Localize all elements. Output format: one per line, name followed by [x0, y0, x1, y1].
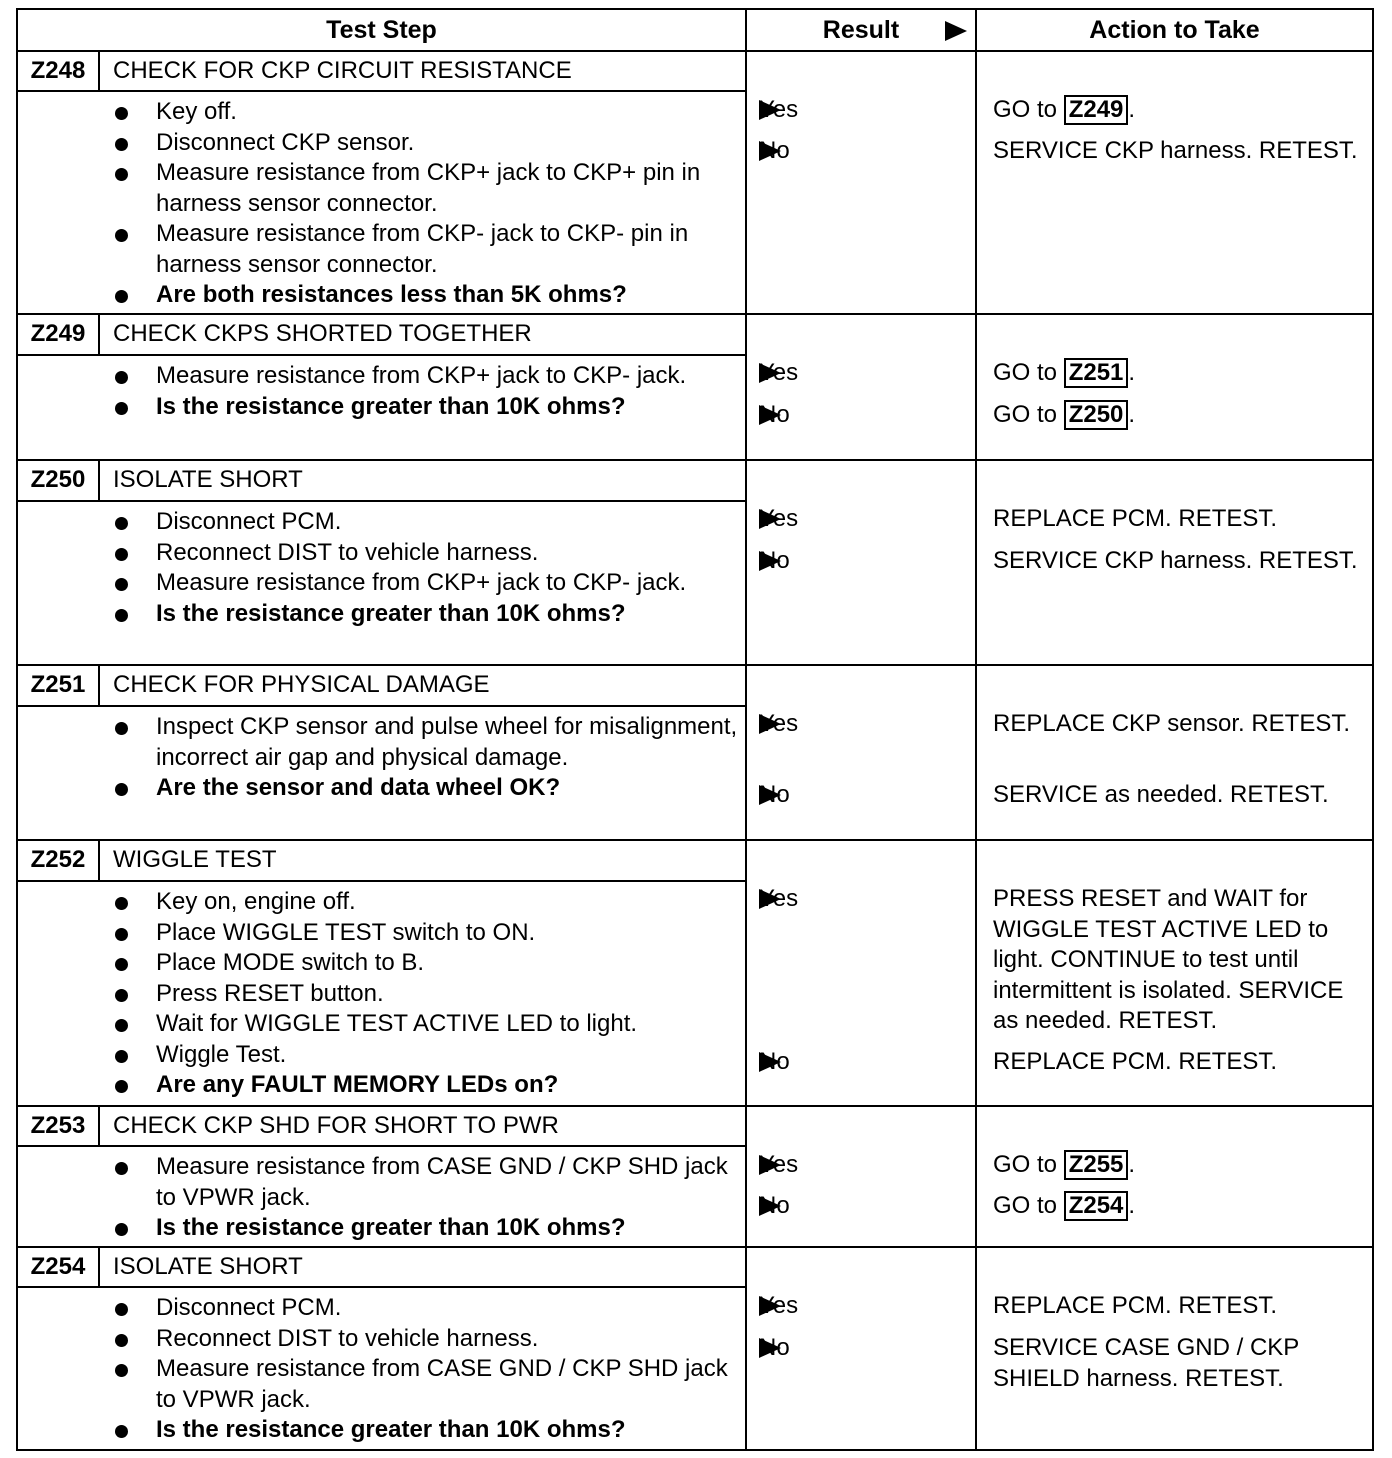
result-no: [747, 780, 975, 810]
result-cell: [747, 841, 977, 1105]
bullet-item: [108, 507, 745, 538]
bullet-text: Disconnect PCM.: [156, 508, 342, 535]
action-cell: [977, 666, 1372, 839]
action-yes: [993, 504, 1366, 535]
bullet-text: Measure resistance from CKP+ jack to CKP- jack.: [156, 362, 687, 389]
question-text: Is the resistance greater than 10K ohms?: [156, 1416, 626, 1443]
bullet-item: [108, 361, 745, 392]
step-id: Z254: [18, 1248, 100, 1286]
steps-container: [16, 50, 1374, 1451]
bullet-list: [108, 361, 745, 422]
action-no-text: GO to: [993, 401, 1058, 428]
result-cell: [747, 1248, 977, 1449]
question-text: Is the resistance greater than 10K ohms?: [156, 599, 626, 627]
bullet-icon: [115, 290, 128, 303]
bullet-icon: [115, 897, 128, 910]
action-no-text: GO to: [993, 1192, 1058, 1219]
step-reference-link[interactable]: Z255: [1064, 1150, 1129, 1180]
bullet-icon: [115, 1334, 128, 1347]
action-yes: [993, 709, 1366, 740]
step-heading: [18, 666, 745, 707]
bullet-item: [108, 948, 745, 979]
bullet-icon: [115, 1364, 128, 1377]
arrow-right-icon: [759, 1196, 781, 1216]
result-no: [747, 136, 975, 166]
arrow-right-icon: [759, 363, 781, 383]
result-no: [747, 1333, 975, 1363]
action-yes: [993, 1291, 1366, 1322]
action-no: [993, 546, 1366, 577]
bullet-item: [108, 1009, 745, 1040]
arrow-right-icon: [759, 551, 781, 571]
action-no: [993, 1191, 1366, 1222]
step-reference-link[interactable]: Z250: [1064, 400, 1129, 430]
result-yes-label: Yes: [759, 505, 799, 532]
step-body: [18, 502, 745, 633]
test-step-block: [16, 50, 1374, 313]
action-cell: [977, 1248, 1372, 1449]
step-question: [108, 1213, 745, 1244]
result-header: [747, 10, 977, 50]
test-step-block: [16, 1105, 1374, 1246]
test-step-cell: [18, 52, 747, 313]
action-cell: [977, 841, 1372, 1105]
arrow-right-icon: [759, 1296, 781, 1316]
step-heading: [18, 1248, 745, 1288]
question-text: Are the sensor and data wheel OK?: [156, 774, 561, 801]
bullet-icon: [115, 402, 128, 415]
bullet-item: [108, 219, 745, 280]
result-yes: [747, 504, 975, 534]
result-no: [747, 546, 975, 576]
bullet-item: [108, 712, 745, 773]
step-id: Z249: [18, 315, 100, 354]
test-step-cell: [18, 1248, 747, 1449]
step-id: Z253: [18, 1107, 100, 1145]
step-body: [18, 1288, 745, 1450]
step-body: [18, 882, 745, 1105]
result-no-label: No: [759, 401, 790, 428]
result-no: [747, 1047, 975, 1077]
bullet-text: Wait for WIGGLE TEST ACTIVE LED to light.: [156, 1010, 638, 1037]
bullet-item: [108, 1040, 745, 1071]
action-yes-text: PRESS RESET and WAIT for WIGGLE TEST ACTIVE LED to light. CONTINUE to test until intermittent is isolated. SERVICE as needed. RETEST.: [993, 885, 1344, 1034]
bullet-item: [108, 887, 745, 918]
result-cell: [747, 1107, 977, 1246]
action-no-text: SERVICE CKP harness. RETEST.: [993, 137, 1358, 164]
bullet-icon: [115, 138, 128, 151]
step-id: Z252: [18, 841, 100, 880]
action-no: [993, 400, 1366, 431]
bullet-icon: [115, 958, 128, 971]
result-yes-label: Yes: [759, 1292, 799, 1319]
bullet-icon: [115, 609, 128, 622]
action-no: [993, 1333, 1366, 1394]
step-id: Z248: [18, 52, 100, 90]
action-header: Action to Take: [1089, 16, 1260, 44]
step-heading: [18, 1107, 745, 1147]
test-step-block: [16, 1246, 1374, 1451]
result-yes: [747, 1291, 975, 1321]
step-title: ISOLATE SHORT: [113, 1253, 303, 1280]
bullet-icon: [115, 517, 128, 530]
action-yes-text: GO to: [993, 1151, 1058, 1178]
bullet-item: [108, 1293, 745, 1324]
arrow-right-icon: [759, 785, 781, 805]
result-no-label: No: [759, 781, 790, 808]
bullet-icon: [115, 1223, 128, 1236]
step-title: ISOLATE SHORT: [113, 466, 303, 493]
action-yes-text: REPLACE CKP sensor. RETEST.: [993, 710, 1351, 737]
action-no-text: SERVICE as needed. RETEST.: [993, 781, 1329, 808]
bullet-icon: [115, 989, 128, 1002]
bullet-text: Measure resistance from CKP+ jack to CKP+ pin in harness sensor connector.: [156, 159, 701, 217]
action-no: [993, 136, 1366, 167]
step-heading: [18, 461, 745, 502]
bullet-icon: [115, 229, 128, 242]
result-yes: [747, 358, 975, 388]
step-body: [18, 707, 745, 808]
bullet-item: [108, 568, 745, 599]
arrow-right-icon: [945, 21, 967, 41]
question-text: Are both resistances less than 5K ohms?: [156, 281, 627, 308]
step-title: CHECK CKP SHD FOR SHORT TO PWR: [113, 1112, 559, 1139]
result-no-label: No: [759, 1192, 790, 1219]
action-yes: [993, 1150, 1366, 1181]
result-no-label: No: [759, 547, 790, 574]
action-yes-text: GO to: [993, 359, 1058, 386]
arrow-right-icon: [759, 405, 781, 425]
step-reference-link[interactable]: Z254: [1064, 1191, 1129, 1221]
bullet-text: Inspect CKP sensor and pulse wheel for misalignment, incorrect air gap and physical damage.: [156, 713, 738, 771]
action-no: [993, 780, 1366, 811]
step-id: Z251: [18, 666, 100, 705]
bullet-text: Disconnect CKP sensor.: [156, 128, 415, 156]
bullet-icon: [115, 783, 128, 796]
bullet-text: Measure resistance from CKP+ jack to CKP- jack.: [156, 569, 687, 596]
bullet-text: Measure resistance from CASE GND / CKP SHD jack to VPWR jack.: [156, 1153, 728, 1211]
step-title: WIGGLE TEST: [113, 846, 277, 873]
result-cell: [747, 315, 977, 459]
bullet-icon: [115, 928, 128, 941]
bullet-item: [108, 97, 745, 128]
bullet-item: [108, 1152, 745, 1213]
bullet-list: [108, 887, 745, 1101]
bullet-item: [108, 1324, 745, 1355]
bullet-text: Place MODE switch to B.: [156, 949, 425, 976]
step-reference-link[interactable]: Z251: [1064, 358, 1129, 388]
result-cell: [747, 461, 977, 664]
test-step-block: [16, 839, 1374, 1105]
step-title: CHECK CKPS SHORTED TOGETHER: [113, 320, 532, 347]
action-cell: [977, 315, 1372, 459]
bullet-icon: [115, 1080, 128, 1093]
bullet-item: [108, 538, 745, 569]
bullet-text: Key off.: [156, 98, 237, 125]
action-yes-text: GO to: [993, 96, 1058, 123]
bullet-text: Disconnect PCM.: [156, 1294, 342, 1321]
diagnostic-table: [16, 8, 1374, 1451]
step-question: [108, 599, 745, 630]
action-yes-text: REPLACE PCM. RETEST.: [993, 505, 1278, 532]
step-question: [108, 773, 745, 804]
result-yes: [747, 884, 975, 914]
result-no-label: No: [759, 1334, 790, 1361]
question-text: Are any FAULT MEMORY LEDs on?: [156, 1071, 559, 1098]
action-no-text: SERVICE CKP harness. RETEST.: [993, 547, 1358, 574]
step-body: [18, 356, 745, 426]
test-step-block: [16, 459, 1374, 664]
arrow-right-icon: [759, 509, 781, 529]
bullet-item: [108, 158, 745, 219]
result-yes: [747, 95, 975, 125]
arrow-right-icon: [759, 1052, 781, 1072]
question-text: Is the resistance greater than 10K ohms?: [156, 1214, 626, 1241]
bullet-icon: [115, 1162, 128, 1175]
bullet-text: Reconnect DIST to vehicle harness.: [156, 1324, 539, 1352]
step-body: [18, 92, 745, 315]
step-id: Z250: [18, 461, 100, 500]
bullet-icon: [115, 1303, 128, 1316]
step-question: [108, 280, 745, 311]
test-step-block: [16, 313, 1374, 459]
action-cell: [977, 1107, 1372, 1246]
result-cell: [747, 52, 977, 313]
bullet-text: Measure resistance from CASE GND / CKP SHD jack to VPWR jack.: [156, 1355, 728, 1413]
bullet-icon: [115, 168, 128, 181]
action-yes: [993, 358, 1366, 389]
action-suffix: .: [1128, 1151, 1136, 1178]
bullet-icon: [115, 548, 128, 561]
action-suffix: .: [1128, 359, 1136, 386]
step-heading: [18, 841, 745, 882]
result-no-label: No: [759, 1048, 790, 1075]
bullet-text: Wiggle Test.: [156, 1040, 287, 1068]
test-step-cell: [18, 315, 747, 459]
bullet-icon: [115, 371, 128, 384]
action-suffix: .: [1128, 96, 1136, 123]
result-yes: [747, 709, 975, 739]
bullet-icon: [115, 578, 128, 591]
arrow-right-icon: [759, 1338, 781, 1358]
result-no-label: No: [759, 137, 790, 164]
result-yes-label: Yes: [759, 96, 799, 123]
bullet-list: [108, 507, 745, 629]
action-no: [993, 1047, 1366, 1078]
step-body: [18, 1147, 745, 1248]
action-suffix: .: [1128, 401, 1136, 428]
step-reference-link[interactable]: Z249: [1064, 95, 1129, 125]
result-yes-label: Yes: [759, 359, 799, 386]
test-step-cell: [18, 666, 747, 839]
result-no: [747, 400, 975, 430]
step-heading: [18, 315, 745, 356]
arrow-right-icon: [759, 714, 781, 734]
bullet-list: [108, 1293, 745, 1446]
action-suffix: .: [1128, 1192, 1136, 1219]
test-step-header: Test Step: [18, 10, 747, 50]
table-header: [16, 8, 1374, 50]
question-text: Is the resistance greater than 10K ohms?: [156, 392, 626, 420]
action-cell: [977, 461, 1372, 664]
arrow-right-icon: [759, 141, 781, 161]
bullet-text: Press RESET button.: [156, 979, 384, 1007]
test-step-cell: [18, 461, 747, 664]
bullet-text: Reconnect DIST to vehicle harness.: [156, 538, 539, 566]
result-no: [747, 1191, 975, 1221]
bullet-text: Measure resistance from CKP- jack to CKP- pin in harness sensor connector.: [156, 220, 689, 278]
step-title: CHECK FOR CKP CIRCUIT RESISTANCE: [113, 57, 572, 84]
result-yes: [747, 1150, 975, 1180]
result-yes-label: Yes: [759, 710, 799, 737]
action-yes: [993, 884, 1366, 1037]
action-cell: [977, 52, 1372, 313]
bullet-item: [108, 918, 745, 949]
bullet-item: [108, 128, 745, 159]
bullet-list: [108, 1152, 745, 1244]
bullet-icon: [115, 1050, 128, 1063]
step-question: [108, 1415, 745, 1446]
bullet-icon: [115, 1019, 128, 1032]
action-yes: [993, 95, 1366, 126]
bullet-list: [108, 712, 745, 804]
result-yes-label: Yes: [759, 1151, 799, 1178]
test-step-cell: [18, 1107, 747, 1246]
bullet-icon: [115, 1425, 128, 1438]
bullet-icon: [115, 107, 128, 120]
arrow-right-icon: [759, 1155, 781, 1175]
bullet-list: [108, 97, 745, 311]
bullet-text: Key on, engine off.: [156, 888, 356, 915]
bullet-item: [108, 1354, 745, 1415]
arrow-right-icon: [759, 889, 781, 909]
action-no-text: SERVICE CASE GND / CKP SHIELD harness. RETEST.: [993, 1334, 1299, 1392]
test-step-block: [16, 664, 1374, 839]
result-yes-label: Yes: [759, 885, 799, 912]
result-header-label: Result: [822, 16, 900, 44]
step-question: [108, 1070, 745, 1101]
step-question: [108, 392, 745, 423]
step-title: CHECK FOR PHYSICAL DAMAGE: [113, 671, 490, 698]
arrow-right-icon: [759, 100, 781, 120]
bullet-item: [108, 979, 745, 1010]
result-cell: [747, 666, 977, 839]
bullet-icon: [115, 722, 128, 735]
bullet-text: Place WIGGLE TEST switch to ON.: [156, 918, 536, 946]
action-no-text: REPLACE PCM. RETEST.: [993, 1048, 1278, 1075]
test-step-cell: [18, 841, 747, 1105]
step-heading: [18, 52, 745, 92]
action-yes-text: REPLACE PCM. RETEST.: [993, 1292, 1278, 1319]
